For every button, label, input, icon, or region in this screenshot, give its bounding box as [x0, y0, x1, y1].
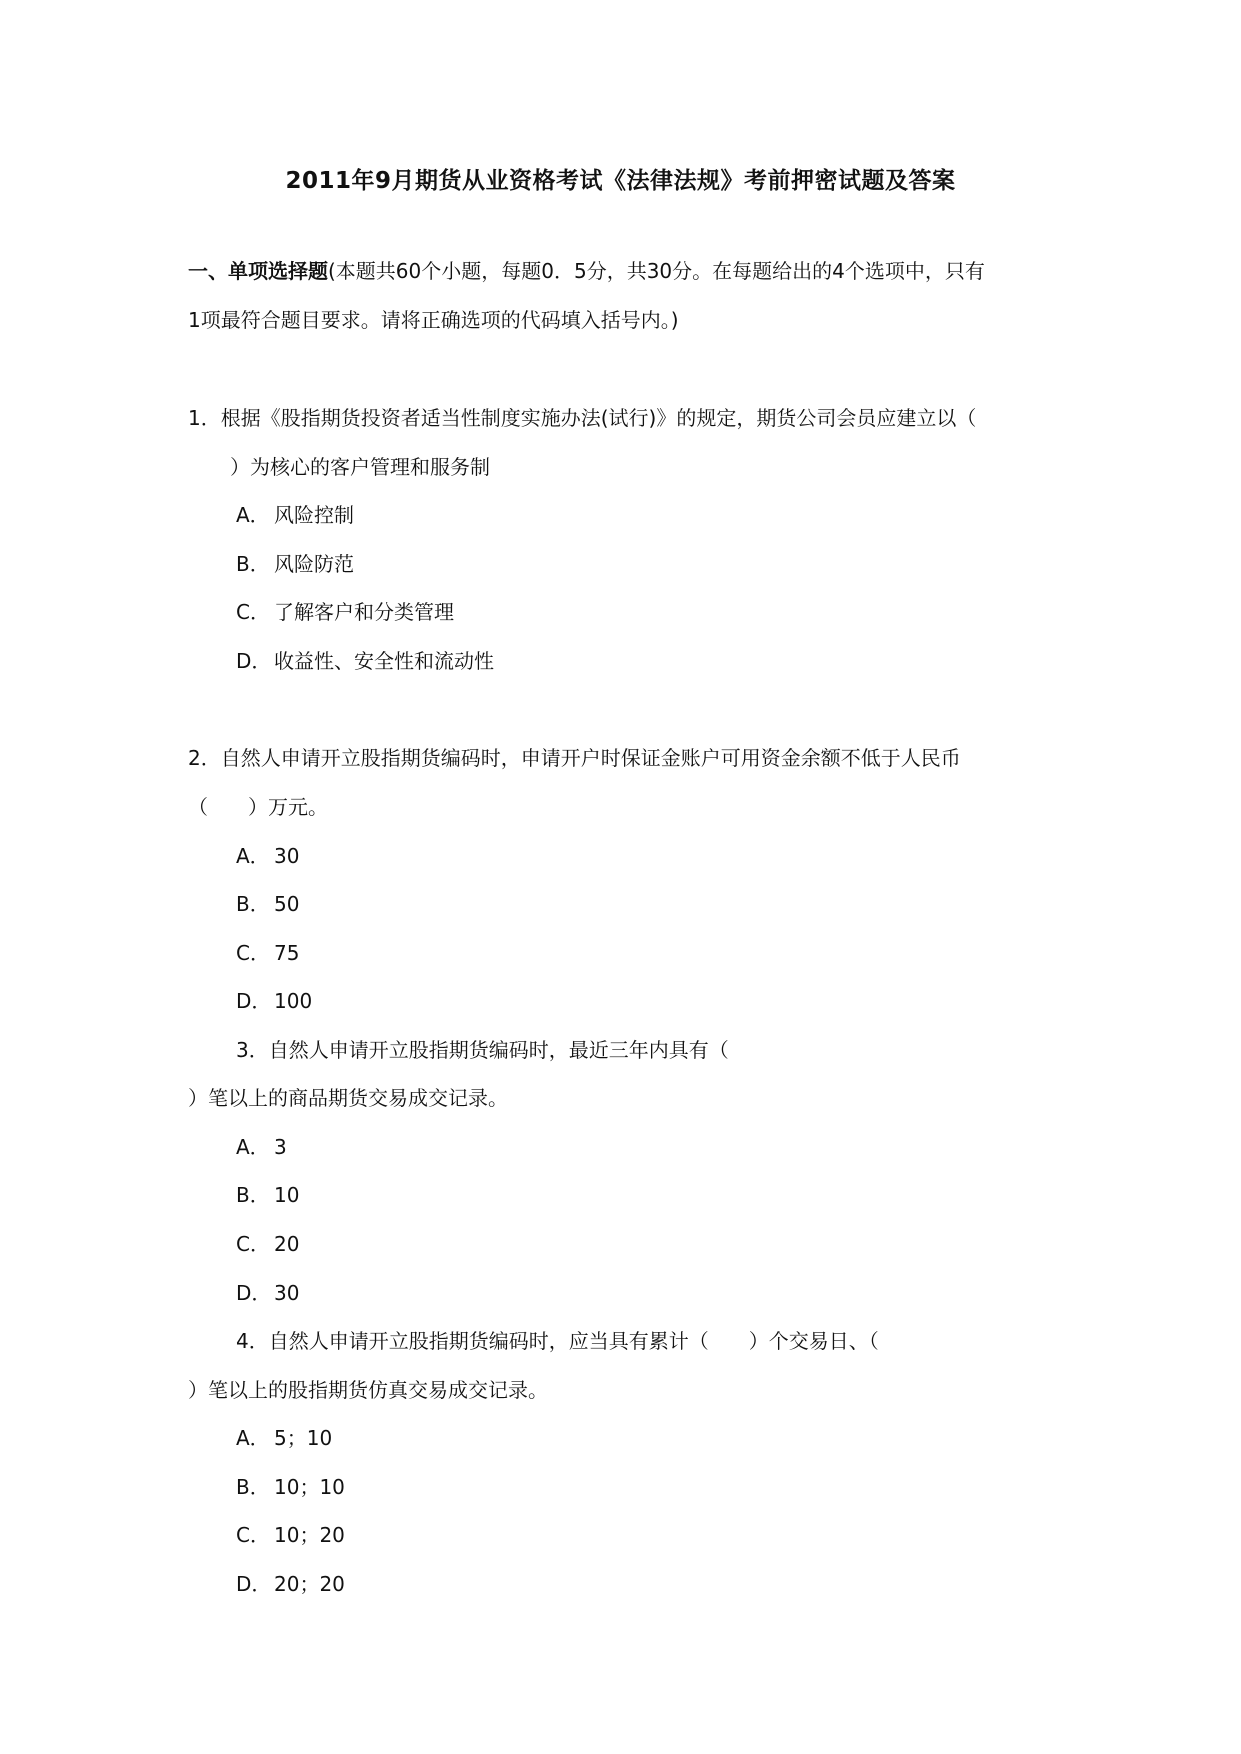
question-2-option-b — [236, 891, 299, 917]
option-text: 75 — [274, 941, 300, 965]
option-text: 100 — [274, 989, 313, 1013]
question-1-option-a — [236, 502, 354, 528]
question-2-option-a — [236, 843, 299, 869]
option-letter: A． — [236, 1426, 270, 1450]
question-1-stem-line-1: 1．根据《股指期货投资者适当性制度实施办法(试行)》的规定，期货公司会员应建立以（ — [188, 406, 977, 430]
option-letter: C． — [236, 1232, 270, 1256]
option-text: 风险防范 — [274, 552, 354, 576]
option-text: 收益性、安全性和流动性 — [274, 649, 494, 673]
option-text: 20 — [274, 1232, 300, 1256]
question-3-option-b — [236, 1182, 299, 1208]
option-letter: C． — [236, 941, 270, 965]
question-1-option-c — [236, 599, 454, 625]
option-text: 风险控制 — [274, 503, 354, 527]
option-text: 20；20 — [274, 1572, 345, 1596]
question-2-stem-line-2: （ ）万元。 — [188, 795, 328, 819]
option-text: 10；10 — [274, 1475, 345, 1499]
question-2-stem-line-1: 2．自然人申请开立股指期货编码时，申请开户时保证金账户可用资金余额不低于人民币 — [188, 746, 961, 770]
option-letter: B． — [236, 552, 270, 576]
question-4-option-a — [236, 1425, 332, 1451]
option-letter: C． — [236, 600, 270, 624]
option-text: 5；10 — [274, 1426, 333, 1450]
option-letter: D． — [236, 649, 272, 673]
option-letter: A． — [236, 844, 270, 868]
option-text: 30 — [274, 844, 300, 868]
question-1-option-d — [236, 648, 494, 674]
question-4-option-b — [236, 1474, 345, 1500]
section-note-line-1: (本题共60个小题，每题0．5分，共30分。在每题给出的4个选项中，只有 — [328, 259, 985, 283]
question-3-option-c — [236, 1231, 299, 1257]
option-letter: B． — [236, 1475, 270, 1499]
option-letter: A． — [236, 1135, 270, 1159]
option-text: 30 — [274, 1281, 300, 1305]
option-letter: D． — [236, 989, 272, 1013]
option-text: 50 — [274, 892, 300, 916]
question-3-option-a — [236, 1134, 287, 1160]
question-3-option-d — [236, 1280, 299, 1306]
question-4-stem-line-2: ）笔以上的股指期货仿真交易成交记录。 — [188, 1378, 548, 1402]
option-letter: D． — [236, 1281, 272, 1305]
question-2-option-d — [236, 988, 312, 1014]
document-title: 2011年9月期货从业资格考试《法律法规》考前押密试题及答案 — [285, 168, 956, 194]
question-2-option-c — [236, 940, 299, 966]
section-intro-line-1 — [188, 258, 985, 284]
option-text: 了解客户和分类管理 — [274, 600, 454, 624]
option-letter: A． — [236, 503, 270, 527]
option-letter: B． — [236, 892, 270, 916]
option-letter: C． — [236, 1523, 270, 1547]
option-text: 3 — [274, 1135, 287, 1159]
section-heading: 一、单项选择题 — [188, 259, 328, 283]
question-4-option-d — [236, 1571, 345, 1597]
question-1-stem-line-2: ）为核心的客户管理和服务制 — [230, 455, 490, 479]
section-note-line-2: 1项最符合题目要求。请将正确选项的代码填入括号内。) — [188, 308, 679, 332]
question-3-stem-line-2: ）笔以上的商品期货交易成交记录。 — [188, 1086, 508, 1110]
option-text: 10；20 — [274, 1523, 345, 1547]
option-letter: B． — [236, 1183, 270, 1207]
option-letter: D． — [236, 1572, 272, 1596]
question-1-option-b — [236, 551, 354, 577]
question-4-stem-line-1: 4．自然人申请开立股指期货编码时，应当具有累计（ ）个交易日、（ — [236, 1329, 879, 1353]
question-4-option-c — [236, 1522, 345, 1548]
option-text: 10 — [274, 1183, 300, 1207]
question-3-stem-line-1: 3．自然人申请开立股指期货编码时，最近三年内具有（ — [236, 1038, 729, 1062]
